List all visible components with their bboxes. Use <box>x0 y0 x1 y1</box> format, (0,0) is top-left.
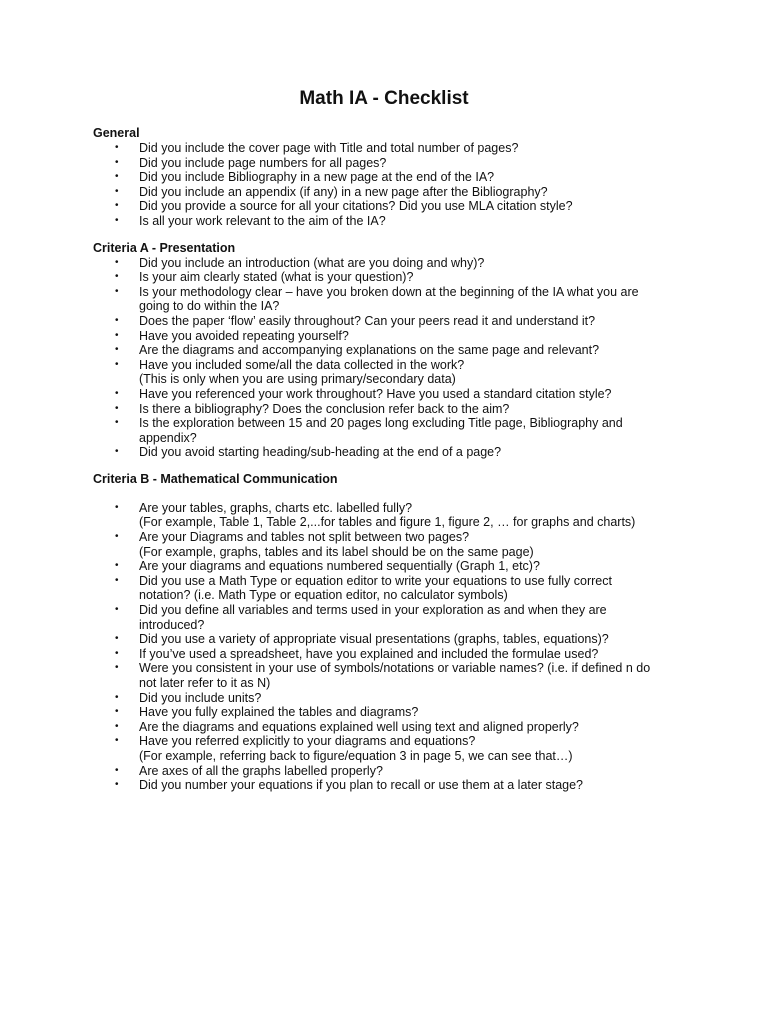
list-item-text: Did you use a Math Type or equation editor to write your equations to use fully correct <box>139 573 612 588</box>
list-item-text: Are your Diagrams and tables not split between two pages? <box>139 530 470 545</box>
bullet-icon: • <box>115 271 119 283</box>
bullet-icon: • <box>115 314 119 326</box>
bullet-icon: • <box>115 185 119 197</box>
bullet-icon: • <box>115 779 119 791</box>
list-item-text: notation? (i.e. Math Type or equation editor, no calculator symbols) <box>139 588 508 603</box>
list-item <box>93 720 673 735</box>
bullet-icon: • <box>115 706 119 718</box>
section-heading: General <box>93 126 140 140</box>
list-item-text: (This is only when you are using primary/secondary data) <box>139 372 456 387</box>
list-item <box>93 647 673 662</box>
bullet-icon: • <box>115 633 119 645</box>
list-item <box>93 574 673 603</box>
bullet-icon: • <box>115 329 119 341</box>
bullet-icon: • <box>115 214 119 226</box>
list-item <box>93 691 673 706</box>
bullet-icon: • <box>115 662 119 674</box>
list-item <box>93 402 673 417</box>
list-item <box>93 445 673 460</box>
bullet-icon: • <box>115 344 119 356</box>
bullet-icon: • <box>115 171 119 183</box>
list-item-text: Did you include units? <box>139 690 262 705</box>
list-item <box>93 778 673 793</box>
list-item <box>93 285 673 314</box>
list-item-text: Are your diagrams and equations numbered sequentially (Graph 1, etc)? <box>139 559 540 574</box>
list-item-text: Is all your work relevant to the aim of the IA? <box>139 213 386 228</box>
list-item <box>93 185 673 200</box>
list-item-text: Are your tables, graphs, charts etc. labelled fully? <box>139 500 413 515</box>
bullet-icon: • <box>115 735 119 747</box>
list-item <box>93 170 673 185</box>
list-item <box>93 156 673 171</box>
list-item <box>93 256 673 271</box>
bullet-icon: • <box>115 285 119 297</box>
list-item <box>93 387 673 402</box>
list-item-text: Did you include an appendix (if any) in a new page after the Bibliography? <box>139 184 548 199</box>
list-item-text: Is your methodology clear – have you broken down at the beginning of the IA what you are <box>139 284 639 299</box>
bullet-icon: • <box>115 142 119 153</box>
list-item <box>93 270 673 285</box>
bullet-icon: • <box>115 574 119 586</box>
bullet-icon: • <box>115 604 119 616</box>
bullet-icon: • <box>115 387 119 399</box>
list-item-text: Did you use a variety of appropriate visual presentations (graphs, tables, equations)? <box>139 632 609 647</box>
list-item <box>93 343 673 358</box>
list-item <box>93 214 673 229</box>
list-item-text: Did you include page numbers for all pages? <box>139 155 387 170</box>
list-item-text: introduced? <box>139 617 205 632</box>
checklist-sections <box>93 126 673 793</box>
section-general <box>93 126 673 229</box>
list-item-text: appendix? <box>139 430 197 445</box>
bullet-icon: • <box>115 256 119 268</box>
bullet-icon: • <box>115 560 119 572</box>
section-criteria-b <box>93 472 673 793</box>
list-item-text: Are the diagrams and equations explained well using text and aligned properly? <box>139 719 579 734</box>
list-item-text: Did you include an introduction (what are you doing and why)? <box>139 255 485 270</box>
list-item-text: Does the paper ‘flow’ easily throughout? Can your peers read it and understand it? <box>139 313 596 328</box>
bullet-icon: • <box>115 156 119 168</box>
list-item <box>93 329 673 344</box>
list-item-text: Have you fully explained the tables and diagrams? <box>139 705 419 720</box>
page-title: Math IA - Checklist <box>299 88 469 109</box>
list-item <box>93 764 673 779</box>
bullet-icon: • <box>115 647 119 659</box>
list-item-text: Did you number your equations if you plan to recall or use them at a later stage? <box>139 778 584 793</box>
list-item <box>93 661 673 690</box>
list-item-text: Did you avoid starting heading/sub-heading at the end of a page? <box>139 445 502 460</box>
section-heading: Criteria A - Presentation <box>93 240 236 255</box>
list-item-text: Did you include Bibliography in a new page at the end of the IA? <box>139 170 495 185</box>
list-item-text: Were you consistent in your use of symbols/notations or variable names? (i.e. if defined n do <box>139 661 651 676</box>
list-item-text: Have you included some/all the data collected in the work? <box>139 357 465 372</box>
checklist <box>93 141 673 229</box>
list-item <box>93 603 673 632</box>
list-item-text: Have you avoided repeating yourself? <box>139 328 349 343</box>
bullet-icon: • <box>115 501 119 513</box>
list-item <box>93 141 673 156</box>
bullet-icon: • <box>115 402 119 414</box>
list-item-text: going to do within the IA? <box>139 299 280 314</box>
list-item <box>93 705 673 720</box>
list-item-text: Have you referred explicitly to your diagrams and equations? <box>139 734 476 749</box>
list-item <box>93 530 673 559</box>
list-item <box>93 734 673 763</box>
list-item-text: Is the exploration between 15 and 20 pages long excluding Title page, Bibliography and <box>139 416 623 431</box>
bullet-icon: • <box>115 417 119 429</box>
bullet-icon: • <box>115 764 119 776</box>
list-item-text: (For example, graphs, tables and its label should be on the same page) <box>139 544 534 559</box>
bullet-icon: • <box>115 720 119 732</box>
list-item-text: not later refer to it as N) <box>139 676 271 690</box>
list-item-text: Is there a bibliography? Does the conclusion refer back to the aim? <box>139 401 510 416</box>
list-item <box>93 358 673 387</box>
checklist <box>93 256 673 460</box>
list-item-text: Did you define all variables and terms used in your exploration as and when they are <box>139 603 607 618</box>
bullet-icon: • <box>115 446 119 458</box>
bullet-icon: • <box>115 531 119 543</box>
list-item-text: Did you include the cover page with Title and total number of pages? <box>139 141 519 155</box>
section-criteria-a <box>93 241 673 460</box>
section-heading: Criteria B - Mathematical Communication <box>93 471 338 486</box>
bullet-icon: • <box>115 358 119 370</box>
list-item-text: (For example, Table 1, Table 2,...for tables and figure 1, figure 2, … for graphs and charts) <box>139 515 636 530</box>
list-item-text: Have you referenced your work throughout? Have you used a standard citation style? <box>139 386 612 401</box>
list-item <box>93 416 673 445</box>
checklist <box>93 501 673 793</box>
list-item-text: (For example, referring back to figure/equation 3 in page 5, we can see that…) <box>139 748 573 763</box>
bullet-icon: • <box>115 691 119 703</box>
list-item <box>93 632 673 647</box>
list-item-text: Is your aim clearly stated (what is your question)? <box>139 270 414 285</box>
list-item <box>93 501 673 530</box>
list-item <box>93 199 673 214</box>
list-item-text: Are the diagrams and accompanying explanations on the same page and relevant? <box>139 343 600 358</box>
list-item <box>93 314 673 329</box>
list-item-text: If you’ve used a spreadsheet, have you explained and included the formulae used? <box>139 646 599 661</box>
list-item-text: Are axes of all the graphs labelled properly? <box>139 763 383 778</box>
bullet-icon: • <box>115 200 119 212</box>
list-item <box>93 559 673 574</box>
list-item-text: Did you provide a source for all your citations? Did you use MLA citation style? <box>139 199 573 214</box>
